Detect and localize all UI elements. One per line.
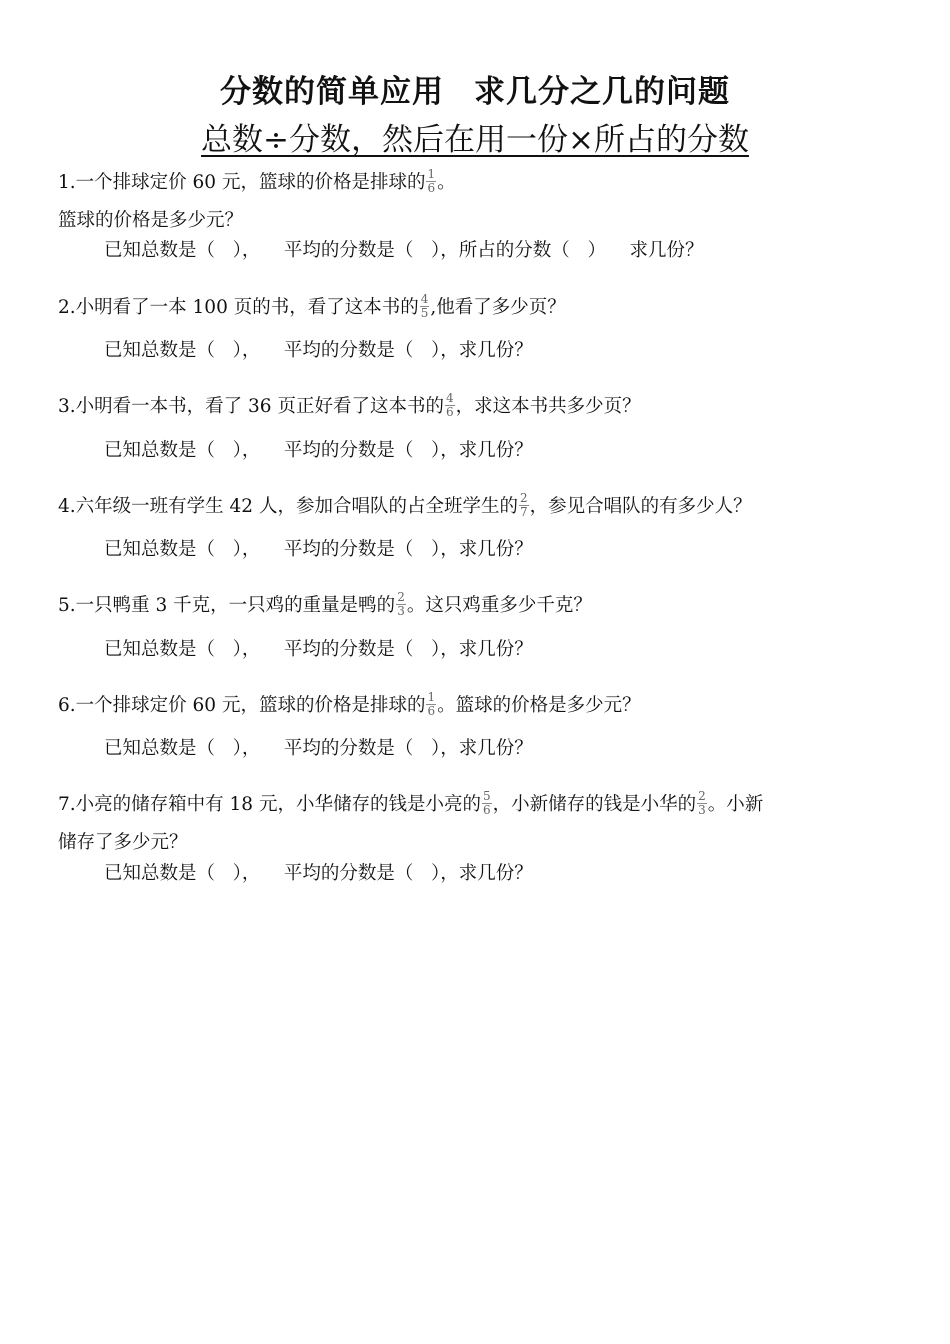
question-1: 1.一个排球定价 60 元，篮球的价格是排球的 $\frac{1}{6}$ 。 篮球的价格是多少元？ xyxy=(58,164,898,240)
question-text: 6.一个排球定价 60 元，篮球的价格是排球的 xyxy=(58,695,426,716)
question-text: 2.小明看了一本 100 页的书，看了这本书的 xyxy=(58,297,419,318)
question-7: 7.小亮的储存箱中有 18 元，小华储存的钱是小亮的 $\frac{5}{6}$ ，小新储存的钱是小华的 $\frac{2}{3}$ 。小新 储存了多少元？ xyxy=(58,786,898,862)
known-prompt-4: 已知总数是（ ）， 平均的分数是（ ），求几份？ xyxy=(104,539,533,560)
question-text: 7.小亮的储存箱中有 18 元，小华储存的钱是小亮的 xyxy=(58,794,481,815)
question-2: 2.小明看了一本 100 页的书，看了这本书的 $\frac{4}{5}$ ,他看了多少页？ xyxy=(58,291,566,320)
question-text: 3.小明看一本书，看了 36 页正好看了这本书的 xyxy=(58,396,444,417)
known-prompt-7: 已知总数是（ ）， 平均的分数是（ ），求几份？ xyxy=(104,863,533,884)
fraction: $\frac{1}{6}$ xyxy=(427,166,436,195)
question-text-line2: 篮球的价格是多少元？ xyxy=(58,210,244,231)
fraction: $\frac{2}{7}$ xyxy=(519,490,528,519)
known-prompt-3: 已知总数是（ ）， 平均的分数是（ ），求几份？ xyxy=(104,440,533,461)
page-title xyxy=(0,66,950,111)
question-3: 3.小明看一本书，看了 36 页正好看了这本书的 $\frac{4}{6}$ ，求这本书共多少页？ xyxy=(58,390,641,419)
question-4: 4.六年级一班有学生 42 人，参加合唱队的占全班学生的 $\frac{2}{7}$ ，参见合唱队的有多少人？ xyxy=(58,490,752,519)
question-text: 5.一只鸭重 3 千克，一只鸡的重量是鸭的 xyxy=(58,595,396,616)
question-5: 5.一只鸭重 3 千克，一只鸡的重量是鸭的 $\frac{2}{3}$ 。这只鸡重多少千克？ xyxy=(58,589,592,618)
fraction: $\frac{4}{5}$ xyxy=(420,291,429,320)
fraction: $\frac{1}{6}$ xyxy=(427,689,436,718)
page-subtitle: 总数÷分数，然后在用一份×所占的分数 xyxy=(201,122,749,158)
known-prompt-5: 已知总数是（ ）， 平均的分数是（ ），求几份？ xyxy=(104,639,533,660)
fraction: $\frac{4}{6}$ xyxy=(445,390,454,419)
question-text: 4.六年级一班有学生 42 人，参加合唱队的占全班学生的 xyxy=(58,496,518,517)
title-part1: 分数的简单应用 xyxy=(220,74,444,110)
known-prompt-1: 已知总数是（ ）， 平均的分数是（ ），所占的分数（ ） 求几份？ xyxy=(104,240,704,261)
fraction: $\frac{2}{3}$ xyxy=(698,788,706,817)
question-6: 6.一个排球定价 60 元，篮球的价格是排球的 $\frac{1}{6}$ 。篮球的价格是多少元？ xyxy=(58,689,641,718)
question-text: 1.一个排球定价 60 元，篮球的价格是排球的 xyxy=(58,172,426,193)
known-prompt-6: 已知总数是（ ）， 平均的分数是（ ），求几份？ xyxy=(104,738,533,759)
fraction: $\frac{2}{3}$ xyxy=(397,589,405,618)
fraction: $\frac{5}{6}$ xyxy=(482,788,491,817)
known-prompt-2: 已知总数是（ ）， 平均的分数是（ ），求几份？ xyxy=(104,340,533,361)
title-part2: 求几分之几的问题 xyxy=(474,74,730,110)
question-text-line2: 储存了多少元？ xyxy=(58,832,188,853)
